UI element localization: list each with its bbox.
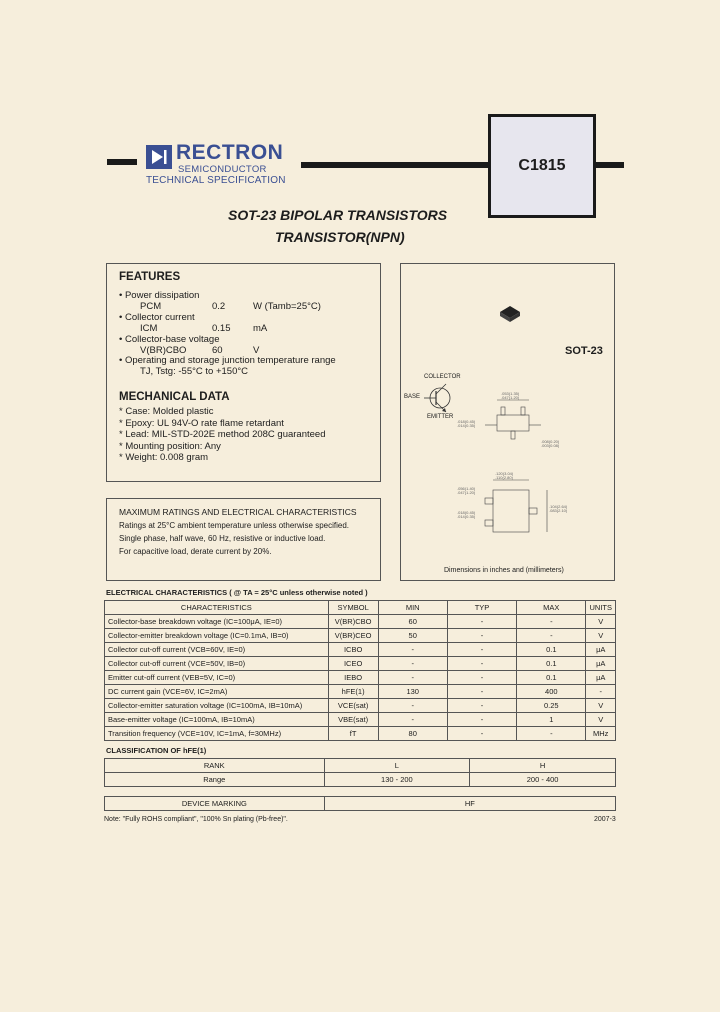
value-cell: - <box>378 699 447 713</box>
brand-spec: TECHNICAL SPECIFICATION <box>146 175 286 186</box>
svg-text:.018(0.45): .018(0.45) <box>457 510 476 515</box>
value-cell: - <box>378 643 447 657</box>
value-cell: - <box>447 629 516 643</box>
characteristic-cell: Collector-emitter saturation voltage (IC=100mA, IB=10mA) <box>105 699 329 713</box>
value-cell: - <box>517 727 586 741</box>
mechanical-item: * Weight: 0.008 gram <box>119 452 209 463</box>
mechanical-item: * Epoxy: UL 94V-O rate flame retardant <box>119 418 284 429</box>
svg-text:.047(1.20): .047(1.20) <box>457 490 476 495</box>
classification-table <box>104 758 616 787</box>
classification-range-row: Range 130 - 200 200 - 400 <box>105 773 616 787</box>
value-cell: 130 <box>378 685 447 699</box>
electrical-row <box>105 685 616 699</box>
feature-item: • Power dissipation <box>119 290 200 301</box>
value-cell: 50 <box>378 629 447 643</box>
header-bar-left <box>107 159 137 165</box>
characteristic-cell: Collector cut-off current (VCB=60V, IE=0) <box>105 643 329 657</box>
value-cell: - <box>447 615 516 629</box>
feature-item: • Collector-base voltage <box>119 334 220 345</box>
electrical-row <box>105 713 616 727</box>
value-cell: 60 <box>378 615 447 629</box>
value-cell: - <box>447 713 516 727</box>
mechanical-item: * Mounting position: Any <box>119 441 221 452</box>
page-title: SOT-23 BIPOLAR TRANSISTORS <box>228 207 448 223</box>
characteristic-cell: Transition frequency (VCE=10V, IC=1mA, f=30MHz) <box>105 727 329 741</box>
mechanical-item: * Case: Molded plastic <box>119 406 214 417</box>
ratings-line: For capacitive load, derate current by 20%. <box>119 547 272 556</box>
value-cell: - <box>447 699 516 713</box>
value-cell: - <box>378 713 447 727</box>
marking-value: HF <box>324 797 615 811</box>
characteristic-cell: DC current gain (VCE=6V, IC=2mA) <box>105 685 329 699</box>
svg-text:.104(2.64): .104(2.64) <box>549 504 568 509</box>
svg-text:.003(0.08): .003(0.08) <box>541 443 560 448</box>
svg-text:.008(0.20): .008(0.20) <box>541 439 560 444</box>
value-cell: μA <box>586 657 616 671</box>
value-cell: IEBO <box>328 671 378 685</box>
svg-text:.014(0.35): .014(0.35) <box>457 423 476 428</box>
feature-item: • Collector current <box>119 312 195 323</box>
value-cell: fT <box>328 727 378 741</box>
classification-header-row: RANK L H <box>105 759 616 773</box>
marking-label: DEVICE MARKING <box>105 797 325 811</box>
electrical-title: ELECTRICAL CHARACTERISTICS ( @ TA = 25°C unless otherwise noted ) <box>106 588 368 597</box>
rectron-logo-icon <box>146 145 172 169</box>
value-cell: 0.1 <box>517 657 586 671</box>
electrical-row <box>105 629 616 643</box>
value-cell: 80 <box>378 727 447 741</box>
brand-name: RECTRON <box>176 141 284 164</box>
footer-date: 2007-3 <box>594 816 616 823</box>
mechanical-title: MECHANICAL DATA <box>119 391 230 403</box>
value-cell: 0.1 <box>517 643 586 657</box>
part-number-box <box>488 114 596 218</box>
features-title: FEATURES <box>119 271 181 283</box>
collector-label: COLLECTOR <box>424 374 461 380</box>
electrical-row <box>105 727 616 741</box>
value-cell: ICEO <box>328 657 378 671</box>
value-cell: V(BR)CEO <box>328 629 378 643</box>
characteristic-cell: Collector-emitter breakdown voltage (IC=0.1mA, IB=0) <box>105 629 329 643</box>
value-cell: VBE(sat) <box>328 713 378 727</box>
value-cell: VCE(sat) <box>328 699 378 713</box>
ratings-line: Single phase, half wave, 60 Hz, resistive or inductive load. <box>119 534 326 543</box>
ratings-title: MAXIMUM RATINGS AND ELECTRICAL CHARACTERISTICS <box>119 507 357 517</box>
feature-value: TJ, Tstg: -55°C to +150°C <box>140 366 249 377</box>
value-cell: μA <box>586 671 616 685</box>
classification-title: CLASSIFICATION OF hFE(1) <box>106 746 207 755</box>
value-cell: - <box>378 657 447 671</box>
marking-table <box>104 796 616 811</box>
base-label: BASE <box>404 394 421 400</box>
feature-item: • Operating and storage junction temperature range <box>119 355 336 366</box>
footer-note: Note: "Fully ROHS compliant", "100% Sn plating (Pb-free)". <box>104 816 288 823</box>
electrical-row <box>105 643 616 657</box>
ratings-line: Ratings at 25°C ambient temperature unless otherwise specified. <box>119 521 349 530</box>
electrical-row <box>105 657 616 671</box>
electrical-table <box>104 600 616 741</box>
value-cell: - <box>447 671 516 685</box>
characteristic-cell: Emitter cut-off current (VEB=5V, IC=0) <box>105 671 329 685</box>
value-cell: - <box>517 629 586 643</box>
electrical-row <box>105 615 616 629</box>
sot23-package-icon <box>496 303 524 325</box>
emitter-label: EMITTER <box>427 414 454 420</box>
svg-text:.083(2.10): .083(2.10) <box>549 508 568 513</box>
electrical-row <box>105 699 616 713</box>
value-cell: V(BR)CBO <box>328 615 378 629</box>
value-cell: - <box>447 657 516 671</box>
electrical-header-row: CHARACTERISTICS SYMBOL MIN TYP MAX UNITS <box>105 601 616 615</box>
electrical-row <box>105 671 616 685</box>
package-name: SOT-23 <box>565 345 603 357</box>
characteristic-cell: Base-emitter voltage (IC=100mA, IB=10mA) <box>105 713 329 727</box>
svg-text:.056(1.40): .056(1.40) <box>457 486 476 491</box>
svg-text:.110(2.80): .110(2.80) <box>495 475 513 480</box>
value-cell: V <box>586 713 616 727</box>
page-subtitle: TRANSISTOR(NPN) <box>275 229 405 245</box>
value-cell: MHz <box>586 727 616 741</box>
value-cell: 1 <box>517 713 586 727</box>
part-number: C1815 <box>518 157 566 174</box>
package-top-view-icon <box>455 470 575 550</box>
value-cell: - <box>447 685 516 699</box>
value-cell: ICBO <box>328 643 378 657</box>
value-cell: - <box>447 643 516 657</box>
value-cell: V <box>586 615 616 629</box>
svg-text:.120(3.04): .120(3.04) <box>495 471 514 476</box>
header-bar-middle <box>301 162 488 168</box>
value-cell: 0.1 <box>517 671 586 685</box>
svg-text:.014(0.35): .014(0.35) <box>457 514 476 519</box>
brand-subtitle: SEMICONDUCTOR <box>178 164 267 175</box>
mechanical-item: * Lead: MIL-STD-202E method 208C guaranteed <box>119 429 326 440</box>
dimensions-note: Dimensions in inches and (millimeters) <box>444 567 564 574</box>
value-cell: μA <box>586 643 616 657</box>
header-bar-right <box>596 162 624 168</box>
value-cell: - <box>586 685 616 699</box>
value-cell: V <box>586 629 616 643</box>
value-cell: hFE(1) <box>328 685 378 699</box>
value-cell: - <box>378 671 447 685</box>
package-side-view-icon <box>455 385 570 460</box>
value-cell: - <box>447 727 516 741</box>
characteristic-cell: Collector-base breakdown voltage (IC=100μA, IE=0) <box>105 615 329 629</box>
svg-text:.053(1.35): .053(1.35) <box>501 391 520 396</box>
characteristic-cell: Collector cut-off current (VCE=50V, IB=0) <box>105 657 329 671</box>
value-cell: 0.25 <box>517 699 586 713</box>
svg-text:.047(1.20): .047(1.20) <box>501 395 520 400</box>
value-cell: 400 <box>517 685 586 699</box>
value-cell: V <box>586 699 616 713</box>
svg-text:.018(0.45): .018(0.45) <box>457 419 476 424</box>
value-cell: - <box>517 615 586 629</box>
